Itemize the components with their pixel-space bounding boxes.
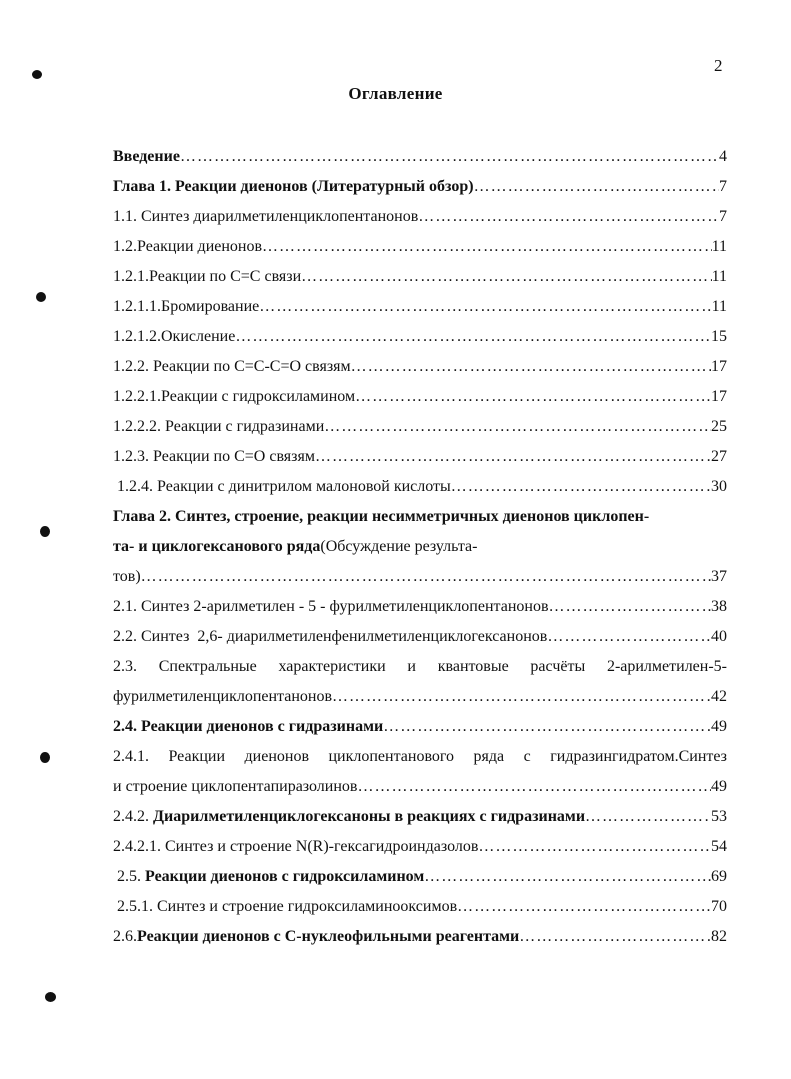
toc-entry-label: 1.2.2. Реакции по С=С-С=О связям [113,358,351,375]
dot-leader [235,322,711,352]
toc-entry-page: 7 [719,208,727,225]
toc-entry[interactable] [113,172,727,202]
toc-entry-page: 25 [711,418,727,435]
toc-entry[interactable] [113,292,727,322]
toc-entry-page: 82 [711,928,727,945]
toc-entry-label: 2.2. Синтез 2,6- диарилметиленфенилметиленциклогексанонов [113,628,548,645]
scan-speck [36,292,46,302]
toc-entry[interactable] [113,382,727,412]
dot-leader [519,922,711,952]
toc-entry[interactable] [113,262,727,292]
toc-entry-2-4-1-line1[interactable] [113,742,727,772]
toc-entry-label: 1.1. Синтез диарилметиленциклопентанонов [113,208,419,225]
toc-entry-title: Реакции диенонов с гидроксиламином [145,868,425,885]
toc-entry-label: 2.4.1. Реакции диенонов циклопентанового ряда с гидразингидратом.Синтез [113,748,727,765]
dot-leader [547,622,711,652]
dot-leader [324,412,711,442]
dot-leader [301,262,711,292]
toc-entry-page: 49 [711,778,727,795]
toc-entry-2-5[interactable] [113,862,727,892]
toc-entry-prefix: 2.4.2. [113,808,153,825]
toc-entry-label-plain: (Обсуждение результа- [320,538,478,555]
toc-entry-label [113,922,519,952]
toc-entry-label: тов) [113,568,141,585]
toc-entry-label [113,862,424,892]
toc-entry-page: 4 [719,148,727,165]
dot-leader [332,682,711,712]
toc-entry-page: 69 [711,868,727,885]
dot-leader [351,352,711,382]
dot-leader [478,832,711,862]
dot-leader [262,232,712,262]
dot-leader [451,472,711,502]
toc-entry-label: Глава 2. Синтез, строение, реакции несимметричных диенонов циклопен- [113,508,650,525]
toc-entry-page: 11 [711,298,727,315]
toc-entry-page: 38 [711,598,727,615]
toc-entry-label: 1.2.1.2.Окисление [113,328,236,345]
toc-entry-2-4-2[interactable] [113,802,727,832]
toc-entry-page: 70 [711,898,727,915]
toc-entry-label: и строение циклопентапиразолинов [113,778,358,795]
dot-leader [259,292,711,322]
dot-leader [474,172,719,202]
toc-entry-label: 2.3. Спектральные характеристики и квантовые расчёты 2-арилметилен-5- [113,658,727,675]
scan-speck [45,992,56,1002]
toc-entry-2-4-2-1[interactable] [113,832,727,862]
toc-entry-label: 2.5.1. Синтез и строение гидроксиламинооксимов [113,898,458,915]
scan-speck [32,70,42,79]
toc-entry-page: 54 [711,838,727,855]
dot-leader [357,772,711,802]
toc-entry-chapter2-line3[interactable] [113,562,727,592]
toc-entry-page: 17 [711,388,727,405]
toc-entry-page: 42 [711,688,727,705]
dot-leader [585,802,711,832]
toc-entry-prefix: 2.5. [113,868,145,885]
page-title: Оглавление [348,84,443,103]
page-number: 2 [714,56,723,75]
dot-leader [424,862,711,892]
toc-entry-label: 1.2.3. Реакции по С=О связям [113,448,315,465]
toc-entry-label [113,712,383,742]
dot-leader [315,442,711,472]
toc-entry[interactable] [113,142,727,172]
table-of-contents [113,142,727,952]
toc-entry-page: 53 [711,808,727,825]
toc-entry-2-3-line1[interactable] [113,652,727,682]
toc-entry-prefix: 2.4. [113,718,141,735]
toc-entry-title: Диарилметиленциклогексаноны в реакциях с гидразинами [153,808,586,825]
toc-entry-label: 1.2.4. Реакции с динитрилом малоновой кислоты [113,478,451,495]
scan-speck [40,752,50,763]
toc-entry-label: 1.2.1.1.Бромирование [113,298,260,315]
toc-entry-2-4[interactable] [113,712,727,742]
toc-entry-page: 15 [711,328,727,345]
toc-entry-chapter2-line1[interactable] [113,502,727,532]
dot-leader [418,202,719,232]
toc-entry-label: 2.4.2.1. Синтез и строение N(R)-гексагидроиндазолов [113,838,479,855]
toc-entry-page: 11 [711,238,727,255]
toc-entry-label-bold: та- и циклогексанового ряда [113,538,321,555]
toc-entry-page: 17 [711,358,727,375]
toc-entry[interactable] [113,622,727,652]
toc-entry-label: 2.1. Синтез 2-арилметилен - 5 - фурилметиленциклопентанонов [113,598,549,615]
toc-entry[interactable] [113,202,727,232]
toc-entry[interactable] [113,232,727,262]
dot-leader [141,562,711,592]
toc-entry-label: фурилметиленциклопентанонов [113,688,333,705]
toc-entry-label: 1.2.2.2. Реакции с гидразинами [113,418,325,435]
toc-entry-2-4-1-line2[interactable] [113,772,727,802]
toc-entry[interactable] [113,472,727,502]
toc-entry-title: Реакции диенонов с С-нуклеофильными реагентами [137,928,520,945]
dot-leader [549,592,712,622]
toc-entry-chapter2-line2 [113,532,727,562]
toc-entry-prefix: 2.6. [113,928,137,945]
toc-entry[interactable] [113,442,727,472]
toc-entry-page: 7 [719,178,727,195]
toc-entry[interactable] [113,592,727,622]
toc-entry[interactable] [113,322,727,352]
toc-entry-page: 27 [711,448,727,465]
dot-leader [355,382,711,412]
toc-entry-label: 1.2.2.1.Реакции с гидроксиламином [113,388,356,405]
toc-entry-label [113,802,585,832]
toc-entry-label: 1.2.1.Реакции по С=С связи [113,268,302,285]
dot-leader [180,142,719,172]
toc-entry[interactable] [113,412,727,442]
scan-speck [40,526,50,537]
toc-entry-label: Глава 1. Реакции диенонов (Литературный обзор) [113,178,474,195]
toc-entry[interactable] [113,352,727,382]
dot-leader [383,712,711,742]
toc-entry-title: Реакции диенонов с гидразинами [141,718,384,735]
toc-entry-page: 30 [711,478,727,495]
toc-entry-page: 11 [711,268,727,285]
toc-entry-2-6[interactable] [113,922,727,952]
dot-leader [457,892,711,922]
toc-entry-label: Введение [113,148,180,165]
toc-entry-2-5-1[interactable] [113,892,727,922]
toc-entry-page: 37 [711,568,727,585]
toc-entry-label: 1.2.Реакции диенонов [113,238,263,255]
toc-entry-page: 40 [711,628,727,645]
toc-entry-page: 49 [711,718,727,735]
toc-entry-2-3-line2[interactable] [113,682,727,712]
